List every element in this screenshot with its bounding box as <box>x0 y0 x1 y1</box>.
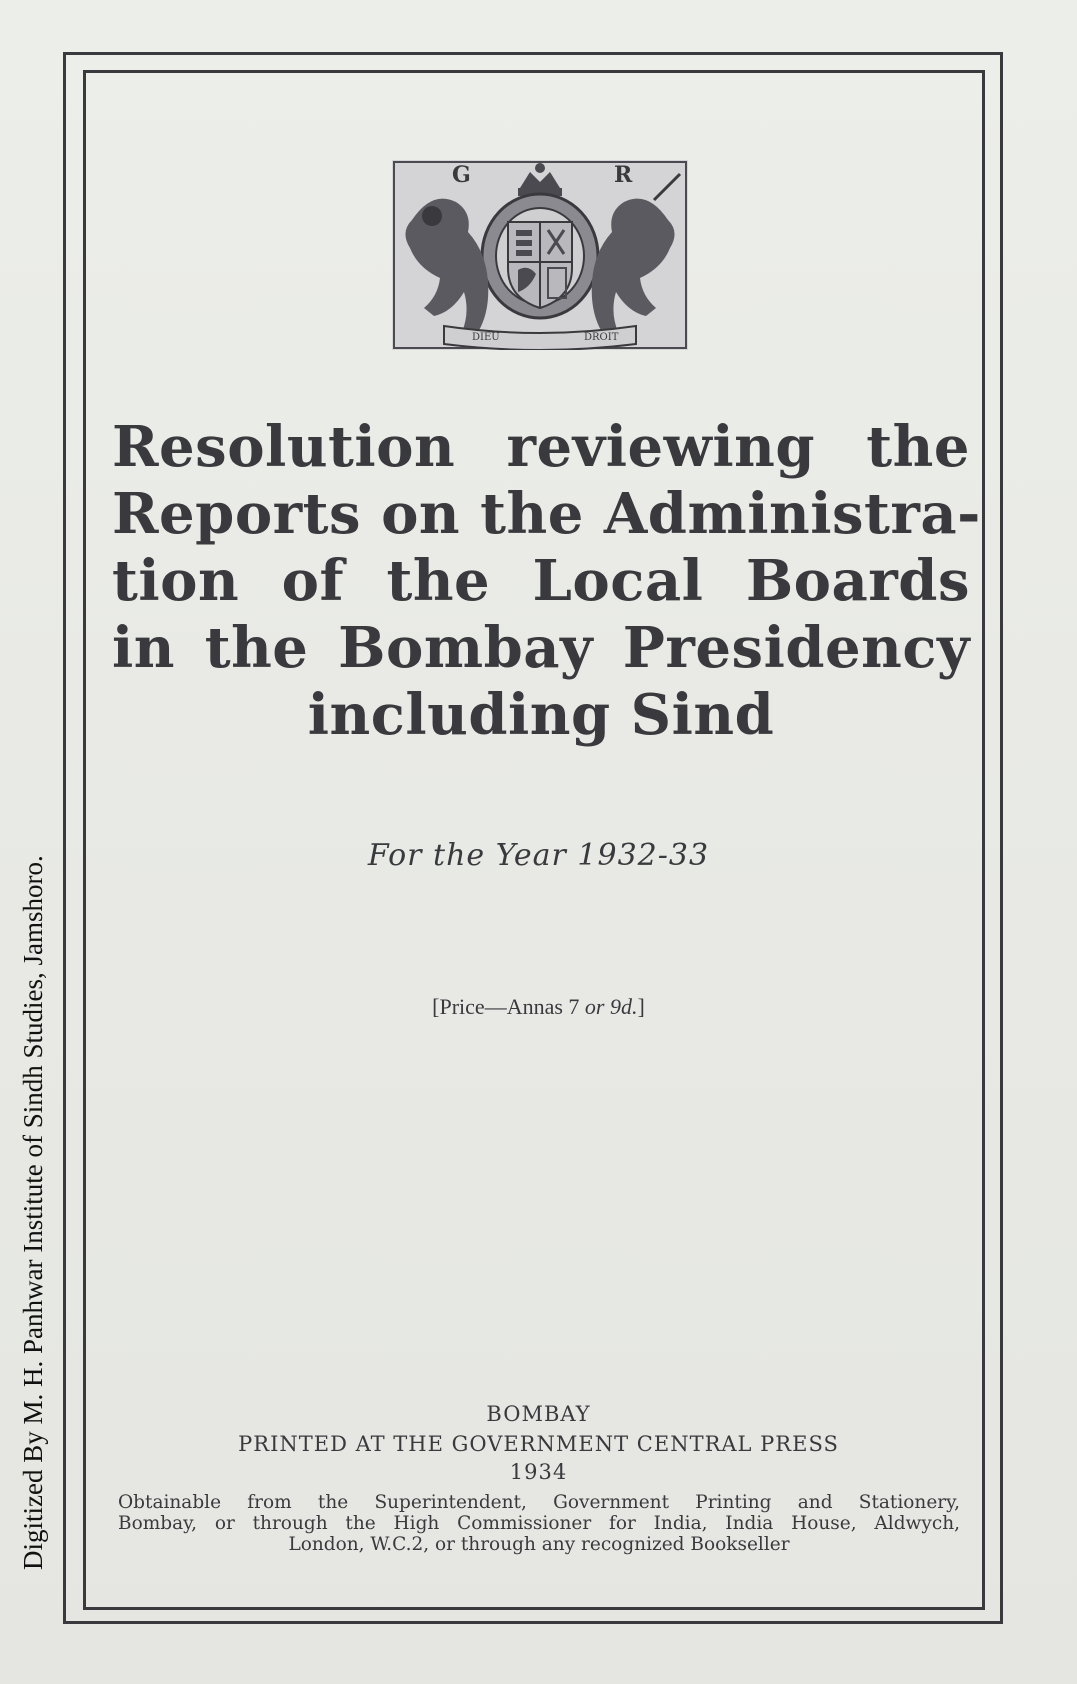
price-amount: 9d. <box>609 994 638 1019</box>
royal-coat-of-arms-icon <box>392 160 688 350</box>
title-line: tion of the Local Boards <box>112 548 970 614</box>
crest-motto-right: DROIT <box>584 332 619 343</box>
price-line <box>0 994 1077 1020</box>
obtainable-line: Obtainable from the Superintendent, Government Printing and Stationery, <box>118 1492 960 1513</box>
document-title <box>112 414 981 749</box>
title-line: Reports on the Administra- <box>112 481 981 547</box>
obtainable-note <box>118 1492 960 1555</box>
title-line: Resolution reviewing the <box>112 414 970 480</box>
imprint-press: PRINTED AT THE GOVERNMENT CENTRAL PRESS <box>238 1432 839 1456</box>
price-or: or <box>584 994 605 1019</box>
crest-initial-r: R <box>614 162 633 188</box>
digitization-note: Digitized By M. H. Panhwar Institute of Sindh Studies, Jamshoro. <box>18 855 48 1570</box>
price-open: [Price—Annas 7 <box>432 994 585 1019</box>
price-close: ] <box>637 994 645 1019</box>
obtainable-line: Bombay, or through the High Commissioner for India, India House, Aldwych, <box>118 1513 960 1534</box>
imprint-city: BOMBAY <box>486 1402 591 1426</box>
title-line: in the Bombay Presidency <box>112 615 970 681</box>
title-line: including Sind <box>307 682 775 748</box>
imprint-year: 1934 <box>509 1460 568 1484</box>
crest-initial-g: G <box>452 162 471 188</box>
obtainable-line: London, W.C.2, or through any recognized Bookseller <box>288 1534 790 1555</box>
crest-motto-left: DIEU <box>472 332 500 343</box>
report-year: For the Year 1932-33 <box>367 838 710 873</box>
